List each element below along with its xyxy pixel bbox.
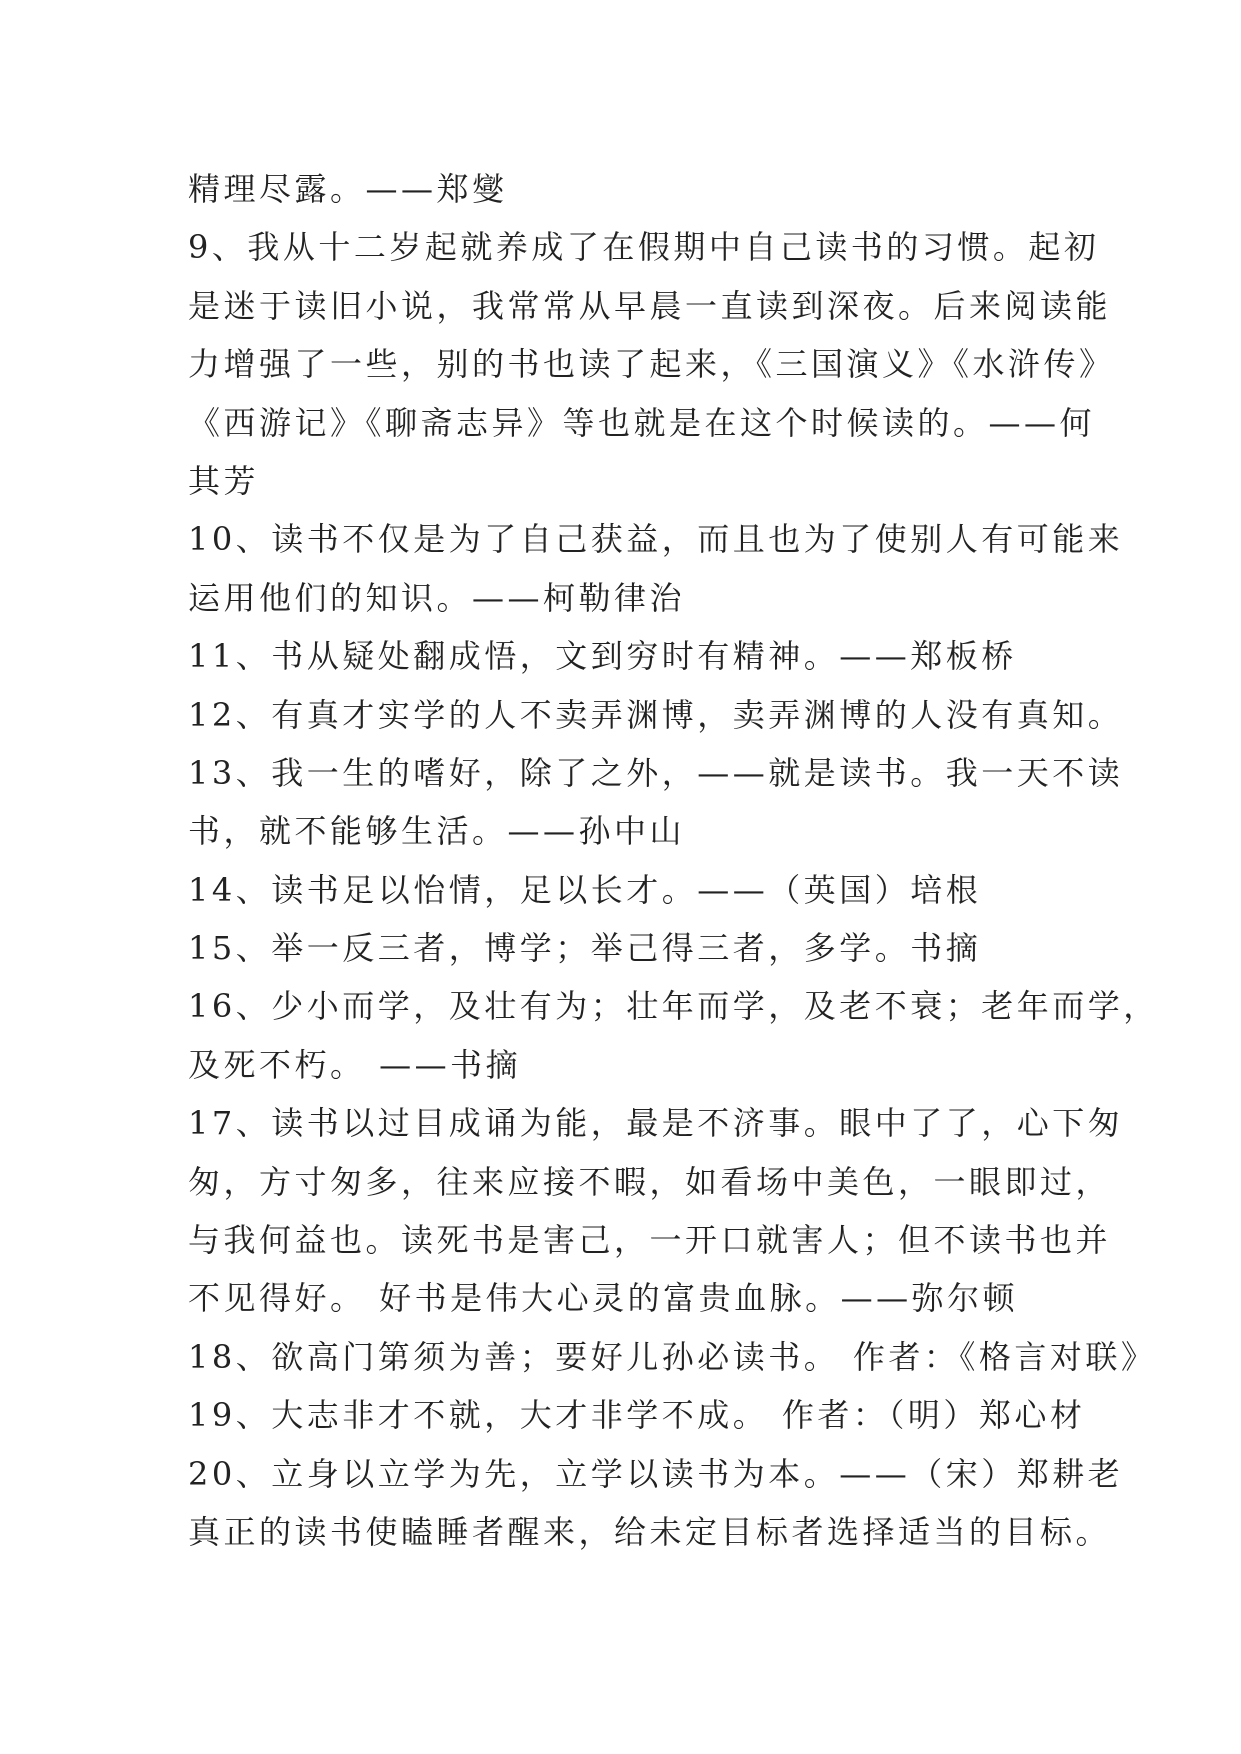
text-line: 运用他们的知识。——柯勒律治: [188, 578, 686, 617]
text-line: 16、少小而学，及壮有为；壮年而学，及老不衰；老年而学，: [188, 987, 1159, 1026]
text-line: 10、读书不仅是为了自己获益，而且也为了使别人有可能来: [188, 520, 1124, 559]
text-line: 及死不朽。 ——书摘: [188, 1045, 522, 1084]
text-line: 与我何益也。读死书是害己，一开口就害人；但不读书也并: [188, 1221, 1112, 1260]
text-line: 14、读书足以怡情，足以长才。——（英国）培根: [188, 870, 982, 909]
text-line: 书，就不能够生活。——孙中山: [188, 812, 686, 851]
text-line: 11、书从疑处翻成悟，文到穷时有精神。——郑板桥: [188, 637, 1017, 676]
text-line: 20、立身以立学为先，立学以读书为本。——（宋）郑耕老: [188, 1454, 1124, 1493]
text-line: 是迷于读旧小说，我常常从早晨一直读到深夜。后来阅读能: [188, 286, 1112, 325]
text-line: 13、我一生的嗜好，除了之外，——就是读书。我一天不读: [188, 753, 1124, 792]
text-line: 力增强了一些，别的书也读了起来，《三国演义》《水浒传》: [188, 345, 1115, 384]
text-line: 12、有真才实学的人不卖弄渊博，卖弄渊博的人没有真知。: [188, 695, 1124, 734]
text-line: 真正的读书使瞌睡者醒来，给未定目标者选择适当的目标。: [188, 1512, 1112, 1551]
text-line: 9、我从十二岁起就养成了在假期中自己读书的习惯。起初: [188, 228, 1100, 267]
text-line: 15、举一反三者，博学；举己得三者，多学。书摘: [188, 929, 982, 968]
text-line: 精理尽露。——郑燮: [188, 170, 508, 208]
text-line: 《西游记》《聊斋志异》等也就是在这个时候读的。——何: [188, 403, 1096, 442]
text-line: 17、读书以过目成诵为能，最是不济事。眼中了了，心下匆: [188, 1104, 1124, 1143]
text-line: 不见得好。 好书是伟大心灵的富贵血脉。——弥尔顿: [188, 1279, 1019, 1318]
document-body: [188, 160, 1159, 1561]
text-line: 18、欲高门第须为善；要好儿孙必读书。 作者：《格言对联》: [188, 1337, 1157, 1376]
text-line: 19、大志非才不就，大才非学不成。 作者：（明）郑心材: [188, 1396, 1086, 1435]
text-line: 匆，方寸匆多，往来应接不暇，如看场中美色，一眼即过，: [188, 1162, 1112, 1201]
text-line: 其芳: [188, 461, 260, 500]
